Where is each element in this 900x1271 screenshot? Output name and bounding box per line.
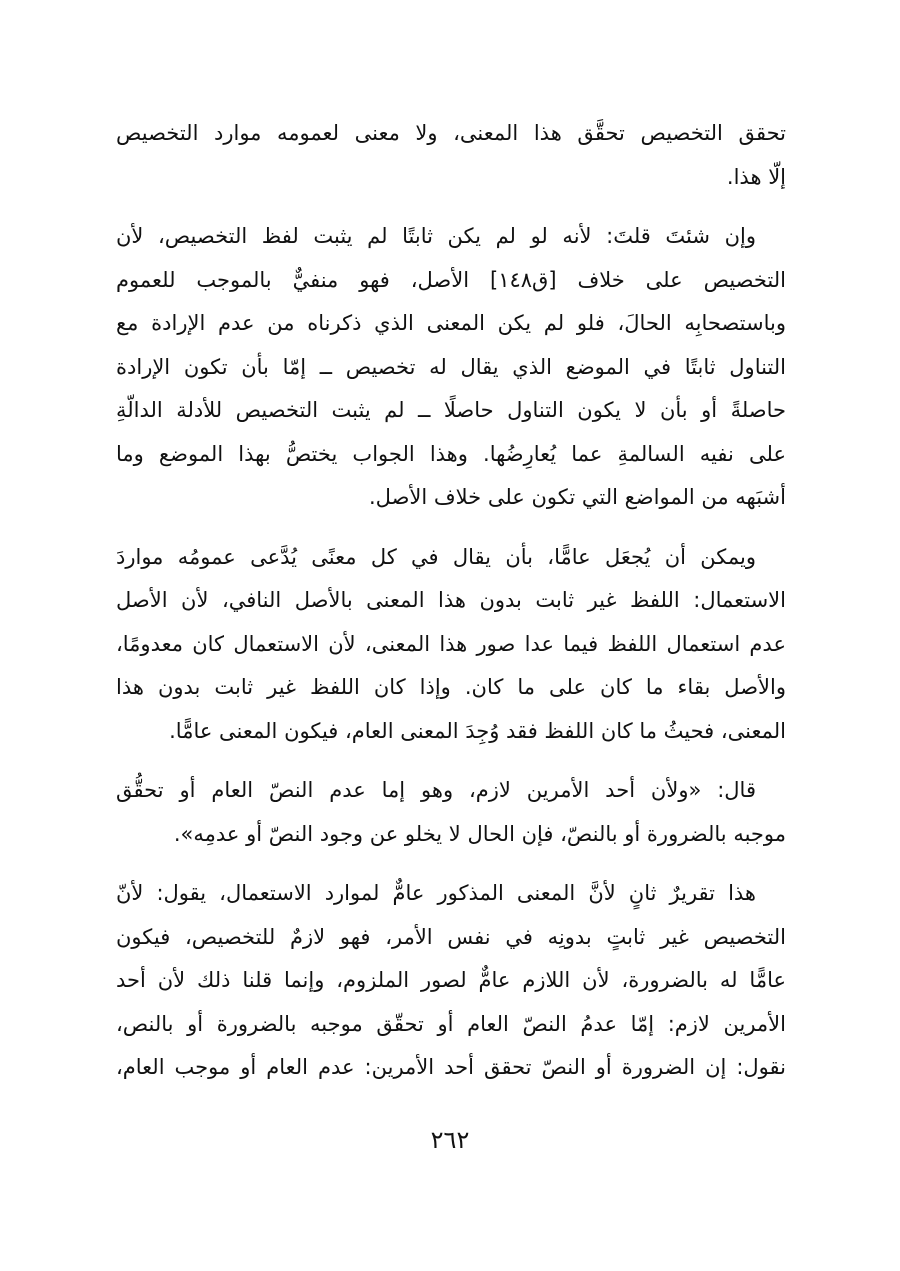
- text-line: قال: «ولأن أحد الأمرين لازم، وهو إما عدم النصّ العام أو تحقُّق: [116, 778, 756, 802]
- text-line: ويمكن أن يُجعَل عامًّا، بأن يقال في كل معنًى يُدَّعى عمومُه مواردَ: [116, 544, 756, 569]
- text-line: على نفيه السالمةِ عما يُعارِضُها. وهذا الجواب يختصُّ بهذا الموضع وما: [116, 441, 786, 466]
- paragraph-1: [116, 112, 786, 199]
- text-line: وباستصحابِه الحالَ، فلو لم يكن المعنى الذي ذكرناه من عدم الإرادة مع: [116, 311, 786, 335]
- text-line: الاستعمال: اللفظ غير ثابت بدون هذا المعنى بالأصل النافي، لأن الأصل: [116, 588, 786, 612]
- text-line: المعنى، فحيثُ ما كان اللفظ فقد وُجِدَ المعنى العام، فيكون المعنى عامًّا.: [169, 718, 786, 743]
- text-line: التخصيص غير ثابتٍ بدونِه في نفس الأمر، فهو لازمٌ للتخصيص، فيكون: [116, 924, 786, 949]
- text-line: التناول ثابتًا في الموضع الذي يقال له تخصيص ــ إمّا بأن تكون الإرادة: [116, 354, 786, 379]
- text-line: إلّا هذا.: [726, 164, 786, 189]
- text-line: عدم استعمال اللفظ فيما عدا صور هذا المعنى، لأن الاستعمال كان معدومًا،: [116, 631, 786, 656]
- body-text: [116, 112, 786, 1106]
- text-line: تحقق التخصيص تحقَّق هذا المعنى، ولا معنى لعمومه موارد التخصيص: [116, 121, 786, 145]
- text-line: حاصلةً أو بأن لا يكون التناول حاصلًا ــ لم يثبت التخصيص للأدلة الدالّةِ: [116, 398, 786, 422]
- paragraph-5: [116, 872, 786, 1090]
- text-line: هذا تقريرٌ ثانٍ لأنَّ المعنى المذكور عامٌّ لموارد الاستعمال، يقول: لأنّ: [116, 881, 756, 905]
- text-line: التخصيص على خلاف [ق١٤٨] الأصل، فهو منفيٌّ بالموجب للعموم: [116, 267, 786, 292]
- text-line: أشبَهه من المواضع التي تكون على خلاف الأصل.: [368, 485, 786, 509]
- text-line: عامًّا له بالضرورة، لأن اللازم عامٌّ لصور الملزوم، وإنما قلنا ذلك لأن أحد: [116, 968, 786, 992]
- text-line: الأمرين لازم: إمّا عدمُ النصّ العام أو تحقّق موجبه بالضرورة أو بالنص،: [116, 1011, 786, 1036]
- text-line: وإن شئتَ قلتَ: لأنه لو لم يكن ثابتًا لم يثبت لفظ التخصيص، لأن: [116, 224, 756, 248]
- paragraph-4: [116, 769, 786, 856]
- text-line: موجبه بالضرورة أو بالنصّ، فإن الحال لا يخلو عن وجود النصّ أو عدمِه».: [173, 821, 786, 846]
- paragraph-2: [116, 215, 786, 520]
- page-number: ٢٦٢: [430, 1126, 470, 1154]
- text-line: نقول: إن الضرورة أو النصّ تحقق أحد الأمرين: عدم العام أو موجب العام،: [116, 1055, 786, 1079]
- paragraph-3: [116, 536, 786, 754]
- text-line: والأصل بقاء ما كان على ما كان. وإذا كان اللفظ غير ثابت بدون هذا: [116, 675, 786, 699]
